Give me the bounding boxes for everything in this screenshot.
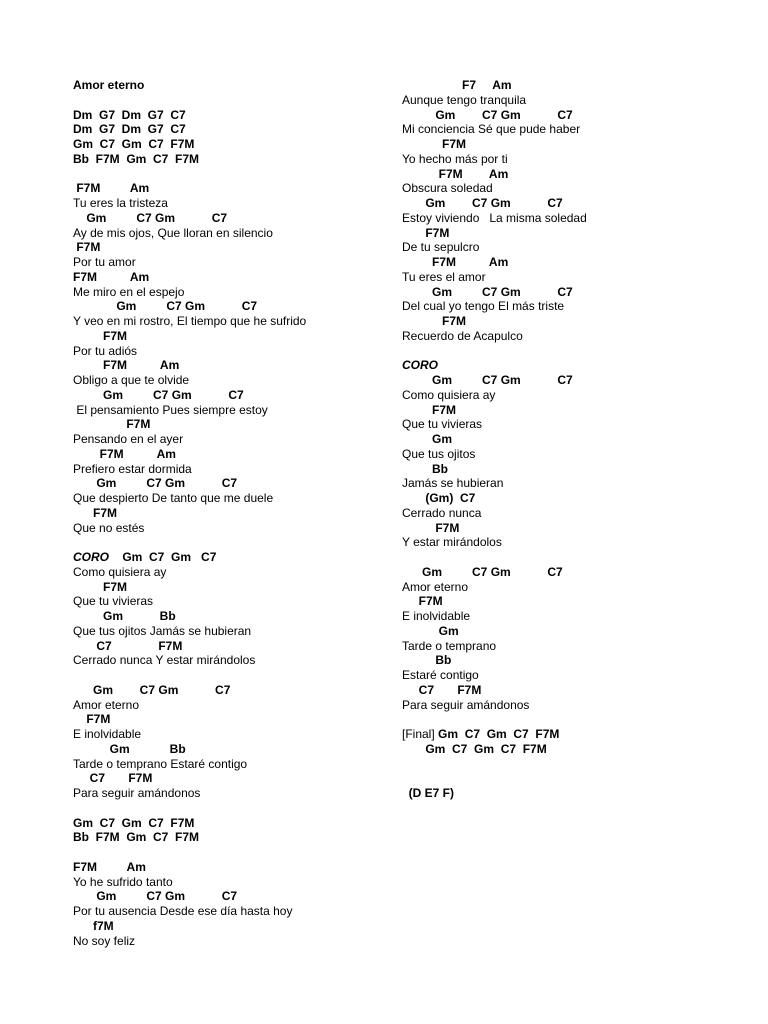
coro-line [73,550,393,565]
left-column [73,78,393,948]
chord-line: C7 F7M [73,771,153,786]
chord-line: Gm C7 Gm C7 F7M [402,741,547,756]
chord-line: Gm C7 Gm C7 F7M [73,137,195,151]
chord-line: Gm C7 Gm C7 [402,373,573,387]
lyric-line: Tarde o temprano Estaré contigo [73,756,248,771]
lyric-line: Por tu amor [73,255,136,269]
chord-line: F7M Am [402,255,509,269]
chord-line: Gm C7 Gm C7 [73,682,231,697]
lyric-line: Me miro en el espejo [73,284,185,299]
lyric-line: Y estar mirándolos [402,535,502,550]
lyric-line: Que tu vivieras [73,594,154,609]
chord-line: Gm Bb [73,609,176,623]
lyric-line: E inolvidable [73,727,142,741]
blank-line [73,845,393,860]
lyric-line: Como quisiera ay [402,387,496,402]
chord-line: F7M [73,579,128,594]
chord-line: C7 F7M [402,682,482,697]
chord-line: Gm Bb [73,741,186,756]
chord-line: Bb [402,461,449,476]
lyric-line: Que no estés [73,520,145,535]
lyric-line: Amor eterno [73,697,140,712]
chord-line: f7M [73,918,114,933]
chord-line: Gm C7 Gm C7 [73,210,228,225]
lyric-line: No soy feliz [73,933,136,948]
lyric-line: Del cual yo tengo El más triste [402,299,565,314]
chord-line: F7M [73,417,151,432]
lyric-line: Ay de mis ojos, Que lloran en silencio [73,225,273,240]
chord-line: Gm C7 Gm C7 F7M [73,815,195,830]
lyric-line: Mi conciencia Sé que pude haber [402,122,581,137]
song-title: Amor eterno [73,78,145,92]
lyric-line: De tu sepulcro [402,240,480,255]
coro-chords: Gm C7 Gm C7 [109,550,217,564]
coro-label: CORO [73,550,109,564]
lyric-line: Por tu adiós [73,343,138,358]
coro-label: CORO [402,358,438,373]
lyric-line: Prefiero estar dormida [73,461,192,476]
lyric-line: Obscura soledad [402,181,493,196]
chord-line: F7M [402,314,467,328]
lyric-line: Obligo a que te olvide [73,373,190,387]
chord-line: Bb [402,653,452,668]
chord-line: Bb F7M Gm C7 F7M [73,830,200,845]
blank-line [402,771,742,786]
final-label: [Final] [402,727,435,741]
chord-line: F7M Am [73,859,146,874]
lyric-line: Como quisiera ay [73,564,167,579]
chord-line: Gm [402,623,459,638]
chord-line: Gm C7 Gm C7 [73,299,258,314]
final-chords: Gm C7 Gm C7 F7M [434,727,560,741]
chord-line: Dm G7 Dm G7 C7 [73,107,186,122]
lyric-line: Que tu vivieras [402,417,483,432]
blank-line [402,712,742,727]
chord-line: F7M Am [73,181,150,196]
chord-line: (D E7 F) [402,786,455,800]
lyric-line: Que tus ojitos [402,446,476,461]
lyric-line: Tarde o temprano [402,638,497,653]
lyric-line: Amor eterno [402,579,469,594]
chord-line: Bb F7M Gm C7 F7M [73,151,200,166]
chord-line: F7M [73,240,101,255]
chord-line: Gm C7 Gm C7 [402,564,563,579]
chord-line: F7M Am [73,269,150,284]
chord-line: Dm G7 Dm G7 C7 [73,122,186,137]
lyric-line: Yo hecho más por ti [402,151,508,166]
lyric-line: Cerrado nunca [402,505,482,520]
chord-line: F7M [402,137,467,151]
lyric-line: Yo he sufrido tanto [73,874,173,889]
chord-line: Gm C7 Gm C7 [73,387,244,402]
blank-line [73,668,393,683]
chord-line: F7M [402,520,460,535]
chord-line: F7M [402,402,457,417]
final-line [402,727,742,742]
lyric-line: Estoy viviendo La misma soledad [402,210,587,225]
lyric-line: Recuerdo de Acapulco [402,328,523,343]
lyric-line: Que despierto De tanto que me duele [73,491,274,505]
chord-line: F7M [402,594,443,609]
chord-line: Gm C7 Gm C7 [73,889,238,904]
chord-line: Gm C7 Gm C7 [73,476,238,491]
chord-line: F7M Am [402,166,509,181]
lyric-line: E inolvidable [402,609,471,623]
chord-line: F7 Am [402,78,512,92]
coro-line [402,358,742,373]
lyric-line: Jamás se hubieran [402,476,504,491]
chord-line: C7 F7M [73,638,183,653]
lyric-line: El pensamiento Pues siempre estoy [73,402,268,417]
chord-line: F7M Am [73,358,180,373]
chord-line: Gm [402,432,453,446]
chord-line: F7M [402,225,450,240]
lyric-line: Tu eres el amor [402,269,486,284]
chord-line: Gm C7 Gm C7 [402,196,563,210]
lyric-line: Pensando en el ayer [73,432,184,446]
blank-line [402,757,742,772]
blank-line [402,344,742,359]
lyric-line: Que tus ojitos Jamás se hubieran [73,623,252,638]
chord-line: F7M [73,712,111,727]
lyric-line: Estaré contigo [402,668,479,682]
lyric-line: Aunque tengo tranquila [402,92,527,107]
chord-line: F7M [73,505,118,520]
blank-line [402,550,742,565]
chord-line: F7M [73,328,128,343]
lyric-line: Cerrado nunca Y estar mirándolos [73,653,256,668]
lyric-line: Para seguir amándonos [73,786,201,800]
blank-line [73,801,393,816]
blank-line [73,535,393,550]
chord-line: Gm C7 Gm C7 [402,284,573,299]
chord-line: Gm C7 Gm C7 [402,107,573,122]
lyric-line: Tu eres la tristeza [73,196,168,210]
lyric-line: Por tu ausencia Desde ese día hasta hoy [73,904,293,918]
blank-line [73,93,393,108]
lyric-line: Para seguir amándonos [402,697,530,712]
lyric-line: Y veo en mi rostro, El tiempo que he sufrido [73,314,307,328]
right-column [402,78,742,801]
blank-line [73,167,393,182]
chord-line: (Gm) C7 [402,491,476,505]
chord-line: F7M Am [73,446,176,461]
